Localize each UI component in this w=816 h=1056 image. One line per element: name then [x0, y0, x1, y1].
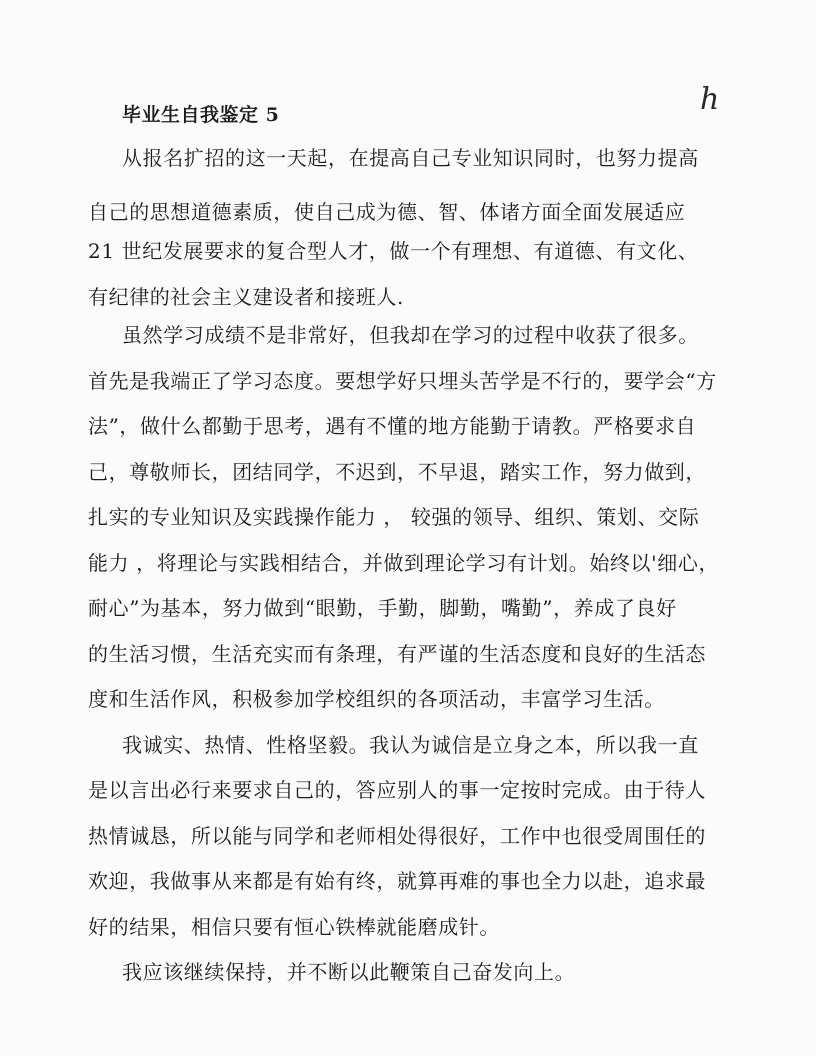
paragraph-line: 21 世纪发展要求的复合型人才，做一个有理想、有道德、有文化、	[88, 239, 699, 263]
paragraph-line: 热情诚恳，所以能与同学和老师相处得很好，工作中也很受周围任的	[88, 824, 706, 848]
paragraph-line: 有纪律的社会主义建设者和接班人.	[88, 285, 404, 309]
paragraph-line: 是以言出必行来要求自己的，答应别人的事一定按时完成。由于待人	[88, 778, 706, 802]
paragraph-line: 好的结果，相信只要有恒心铁棒就能磨成针。	[88, 915, 500, 939]
handwritten-margin-mark: h	[700, 82, 720, 117]
paragraph-line: 欢迎，我做事从来都是有始有终，就算再难的事也全力以赴，追求最	[88, 869, 706, 893]
paragraph-line: 我应该继续保持，并不断以此鞭策自己奋发向上。	[122, 960, 576, 984]
paragraph-line: 度和生活作风，积极参加学校组织的各项活动，丰富学习生活。	[88, 687, 665, 711]
paragraph-line: 扎实的专业知识及实践操作能力 ， 较强的领导、组织、策划、交际	[88, 505, 700, 529]
paragraph-line: 能力 ，将理论与实践相结合，并做到理论学习有计划。始终以'细心，	[88, 551, 720, 575]
paragraph-line: 自己的思想道德素质，使自己成为德、智、体诸方面全面发展适应	[88, 200, 686, 224]
paragraph-line: 首先是我端正了学习态度。要想学好只埋头苦学是不行的，要学会“方	[88, 369, 717, 393]
document-title: 毕业生自我鉴定 5	[122, 104, 280, 126]
paragraph-line: 从报名扩招的这一天起，在提高自己专业知识同时，也努力提高	[122, 146, 699, 170]
paragraph-line: 耐心”为基本，努力做到“眼勤，手勤，脚勤，嘴勤”，养成了良好	[88, 596, 677, 620]
paragraph-line: 我诚实、热情、性格坚毅。我认为诚信是立身之本，所以我一直	[122, 733, 699, 757]
paragraph-line: 法”，做什么都勤于思考，遇有不懂的地方能勤于请教。严格要求自	[88, 414, 697, 438]
paragraph-line: 的生活习惯，生活充实而有条理，有严谨的生活态度和良好的生活态	[88, 642, 706, 666]
paragraph-line: 虽然学习成绩不是非常好，但我却在学习的过程中收获了很多。	[122, 323, 699, 347]
paragraph-line: 己，尊敬师长，团结同学，不迟到，不早退，踏实工作，努力做到，	[88, 460, 706, 484]
